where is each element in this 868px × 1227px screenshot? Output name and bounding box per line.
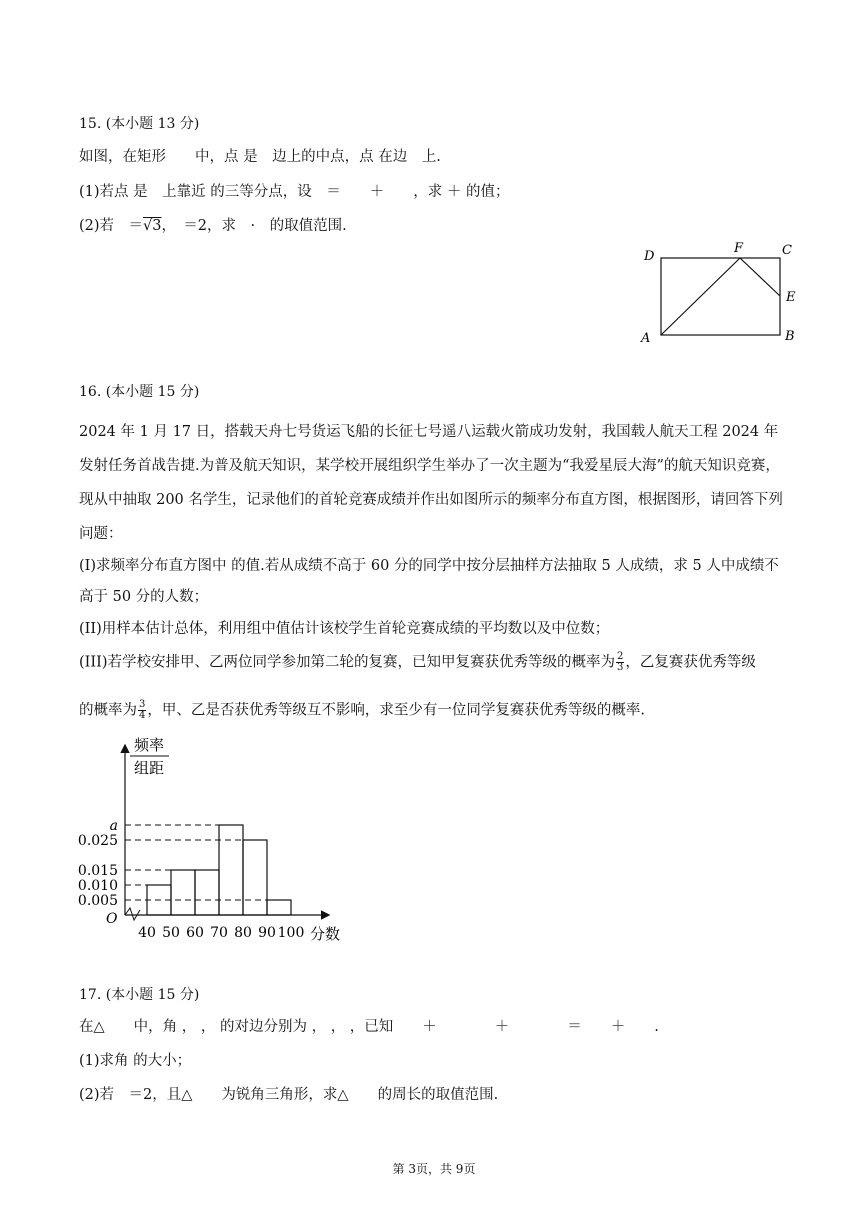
- x-tick-label-90: 90: [258, 925, 276, 941]
- q16-part3-b: ，乙复赛获优秀等级: [625, 654, 756, 671]
- rectangle-figure: [630, 238, 810, 348]
- y-tick-label-0.015: 0.015: [77, 863, 118, 879]
- x-tick-label-70: 70: [210, 925, 228, 941]
- x-tick-label-40: 40: [138, 925, 156, 941]
- histogram-bar-60-70: [195, 870, 219, 915]
- histogram-bar-90-100: [267, 900, 291, 915]
- y-tick-label-0.005: 0.005: [77, 893, 118, 909]
- label-f: F: [734, 241, 744, 256]
- y-tick-label-0.010: 0.010: [77, 878, 118, 894]
- fraction-two-thirds: $\frac{2}{3}$: [617, 651, 624, 673]
- x-tick-label-100: 100: [277, 925, 305, 941]
- q15-line1: 如图，在矩形 中，点 是 边上的中点，点 在边 上.: [79, 149, 441, 165]
- page-footer: 第 3页，共 9页: [392, 1162, 476, 1176]
- label-d: D: [644, 249, 655, 264]
- q17-line3: (2)若 ＝2，且△ 为锐角三角形，求△ 的周长的取值范围.: [79, 1087, 499, 1103]
- rectangle-abcd: [661, 258, 780, 335]
- q16-part3-line2: [79, 700, 645, 721]
- q17-line1: 在△ 中，角 ， ， 的对边分别为 ， ， ，已知 ＋ ＋ ＝ ＋ .: [79, 1019, 659, 1035]
- fraction-three-quarters: $\frac{3}{4}$: [139, 699, 146, 721]
- histogram-bar-50-60: [171, 870, 195, 915]
- label-a: A: [641, 331, 651, 346]
- q16-part3-line1: [79, 652, 756, 673]
- q16-part3-a: (III)若学校安排甲、乙两位同学参加第二轮的复赛，已知甲复赛获优秀等级的概率为: [79, 654, 615, 671]
- q16-part2: (II)用样本估计总体，利用组中值估计该校学生首轮竞赛成绩的平均数以及中位数；: [79, 621, 610, 637]
- q17-line2: (1)求角 的大小；: [79, 1053, 192, 1069]
- axis-break-icon: [125, 908, 140, 920]
- frequency-histogram: [70, 730, 360, 950]
- q16-header: 16. (本小题 15 分): [79, 384, 200, 400]
- segment-fe: [740, 258, 780, 296]
- xlabel: 分数: [310, 925, 341, 943]
- x-tick-label-80: 80: [234, 925, 252, 941]
- y-tick-label-a: a: [109, 818, 118, 834]
- q15-line2: (1)若点 是 上靠近 的三等分点，设 ＝ ＋ ，求 ＋ 的值；: [79, 184, 510, 200]
- x-tick-label-60: 60: [186, 925, 204, 941]
- segment-af: [661, 258, 740, 335]
- histogram-bar-80-90: [243, 840, 267, 915]
- histogram-bar-70-80: [219, 825, 243, 915]
- q15-header: 15. (本小题 13 分): [79, 116, 200, 132]
- x-tick-label-50: 50: [162, 925, 180, 941]
- sqrt3: √3: [143, 218, 162, 234]
- q16-intro: 2024 年 1 月 17 日，搭载天舟七号货运飞船的长征七号遥八运载火箭成功发射，我国载人航天工程 2024 年发射任务首战告捷.为普及航天知识，某学校开展组织学生举办了一次主题为“我爱星辰大海”的航天知识竞赛，现从中抽取 200 名学生，记录他们的首轮竞赛成绩并作出如图所示的频率分布直方图，根据图形，请回答下列问题：: [79, 424, 783, 542]
- origin-label: O: [106, 911, 118, 927]
- label-e: E: [786, 290, 796, 305]
- q16-part3-d: ，甲、乙是否获优秀等级互不影响，求至少有一位同学复赛获优秀等级的概率.: [147, 702, 645, 719]
- q15-line3: [79, 218, 347, 235]
- q15-line3-suffix: ， ＝2，求 · 的取值范围.: [161, 218, 347, 234]
- q16-part3-c: 的概率为: [79, 702, 137, 719]
- ylabel-denominator: 组距: [133, 759, 165, 777]
- y-tick-label-0.025: 0.025: [77, 833, 118, 849]
- label-c: C: [782, 243, 792, 258]
- q17-header: 17. (本小题 15 分): [79, 987, 200, 1003]
- label-b: B: [785, 329, 795, 344]
- q15-line3-prefix: (2)若 ＝: [79, 218, 144, 234]
- q16-part1: (I)求频率分布直方图中 的值.若从成绩不高于 60 分的同学中按分层抽样方法抽取 5 人成绩，求 5 人中成绩不高于 50 分的人数；: [79, 558, 779, 605]
- ylabel-numerator: 频率: [133, 736, 165, 754]
